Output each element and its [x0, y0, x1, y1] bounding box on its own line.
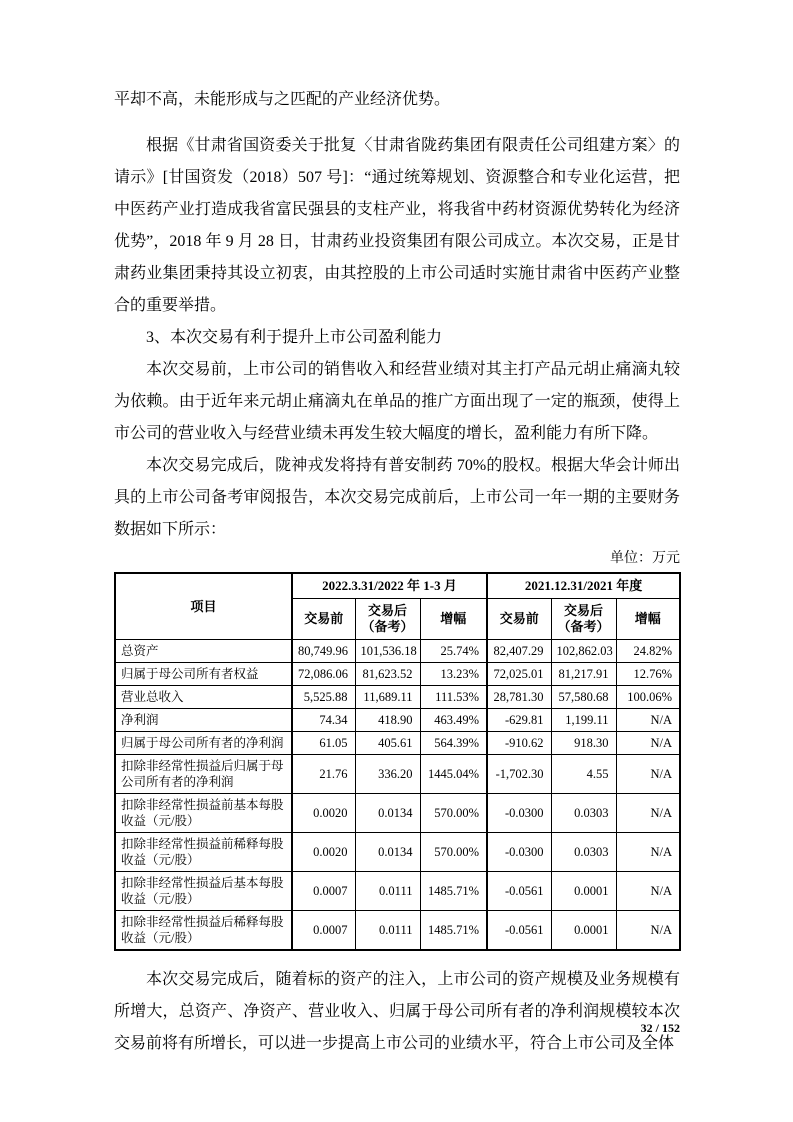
table-cell-item: 归属于母公司所有者的净利润: [115, 732, 292, 755]
table-row: [115, 794, 680, 833]
table-cell-item: 扣除非经常性损益后归属于母公司所有者的净利润: [115, 755, 292, 794]
table-cell: 0.0007: [292, 911, 355, 951]
table-cell: 570.00%: [420, 833, 487, 872]
page-number: 32 / 152: [640, 1021, 680, 1035]
table-row: [115, 640, 680, 663]
table-cell-item: 扣除非经常性损益前基本每股收益（元/股）: [115, 794, 292, 833]
table-cell: 21.76: [292, 755, 355, 794]
table-cell: 101,536.18: [355, 640, 420, 663]
paragraph-post-deal-equity: 本次交易完成后，陇神戎发将持有普安制药 70%的股权。根据大华会计师出具的上市公司备考审阅报告，本次交易完成前后，上市公司一年一期的主要财务数据如下所示：: [114, 457, 680, 538]
table-cell: 0.0001: [551, 911, 616, 951]
table-cell: 61.05: [292, 732, 355, 755]
table-cell: 4.55: [551, 755, 616, 794]
col-header-post-line2: （备考）: [557, 619, 610, 634]
table-cell: 57,580.68: [551, 686, 616, 709]
table-cell: 72,086.06: [292, 663, 355, 686]
table-row: [115, 911, 680, 951]
table-cell: 0.0134: [355, 794, 420, 833]
table-cell-item: 扣除非经常性损益后基本每股收益（元/股）: [115, 872, 292, 911]
table-cell: 25.74%: [420, 640, 487, 663]
table-row: [115, 872, 680, 911]
table-cell: 336.20: [355, 755, 420, 794]
table-cell: 0.0111: [355, 872, 420, 911]
table-cell: 13.23%: [420, 663, 487, 686]
paragraph-pre-deal-reliance: 本次交易前，上市公司的销售收入和经营业绩对其主打产品元胡止痛滴丸较为依赖。由于近年来元胡止痛滴丸在单品的推广方面出现了一定的瓶颈，使得上市公司的营业收入与经营业绩未再发生较大幅度的增长，盈利能力有所下降。: [114, 361, 680, 442]
table-cell: -0.0561: [487, 872, 551, 911]
col-header-pre-2022: 交易前: [292, 599, 355, 640]
table-cell: 1485.71%: [420, 911, 487, 951]
col-header-post-line1: 交易后: [564, 603, 604, 618]
table-cell: 918.30: [551, 732, 616, 755]
section-heading-3: 3、本次交易有利于提升上市公司盈利能力: [146, 329, 443, 346]
table-cell: N/A: [616, 709, 680, 732]
table-cell: 102,862.03: [551, 640, 616, 663]
paragraph-continuation: 平却不高，未能形成与之匹配的产业经济优势。: [114, 91, 451, 108]
table-cell-item: 净利润: [115, 709, 292, 732]
table-row: [115, 732, 680, 755]
paragraph-post-table: 本次交易完成后，随着标的资产的注入，上市公司的资产规模及业务规模有所增大，总资产、净资产、营业收入、归属于母公司所有者的净利润规模较本次交易前将有所增长，可以进一步提高上市公司的业绩水平，符合上市公司及全体: [114, 971, 680, 1052]
table-cell: 100.06%: [616, 686, 680, 709]
financial-data-table: [114, 572, 681, 951]
table-cell: -629.81: [487, 709, 551, 732]
table-cell: 74.34: [292, 709, 355, 732]
table-cell: N/A: [616, 872, 680, 911]
col-header-change-2021: 增幅: [616, 599, 680, 640]
table-row: [115, 709, 680, 732]
table-cell-item: 归属于母公司所有者权益: [115, 663, 292, 686]
table-cell: 1445.04%: [420, 755, 487, 794]
col-header-change-2022: 增幅: [420, 599, 487, 640]
table-cell-item: 扣除非经常性损益后稀释每股收益（元/股）: [115, 911, 292, 951]
table-unit-label: 单位：万元: [610, 551, 680, 566]
table-cell: 0.0007: [292, 872, 355, 911]
table-cell: N/A: [616, 755, 680, 794]
col-header-post-2021: [551, 599, 616, 640]
table-cell: 80,749.96: [292, 640, 355, 663]
table-cell: -1,702.30: [487, 755, 551, 794]
col-header-period-2021: 2021.12.31/2021 年度: [487, 573, 680, 599]
table-row: [115, 833, 680, 872]
table-cell: 5,525.88: [292, 686, 355, 709]
paragraph-gansu-approval: 根据《甘肃省国资委关于批复〈甘肃省陇药集团有限责任公司组建方案〉的请示》[甘国资发（2018）507 号]：“通过统筹规划、资源整合和专业化运营，把中医药产业打造成我省富民强县的支柱产业，将我省中药材资源优势转化为经济优势”，2018 年 9 月 28 日，甘肃药业投资集团有限公司成立。本次交易，正是甘肃药业集团秉持其设立初衷，由其控股的上市公司适时实施甘肃省中医药产业整合的重要举措。: [114, 137, 680, 314]
col-header-post-line1: 交易后: [367, 603, 407, 618]
col-header-item: 项目: [115, 573, 292, 640]
table-cell: N/A: [616, 911, 680, 951]
table-cell: 405.61: [355, 732, 420, 755]
table-cell-item: 营业总收入: [115, 686, 292, 709]
page-content: [114, 84, 680, 1060]
table-row: [115, 663, 680, 686]
table-cell: N/A: [616, 833, 680, 872]
table-cell: 24.82%: [616, 640, 680, 663]
col-header-post-line2: （备考）: [361, 619, 414, 634]
table-cell: -0.0300: [487, 833, 551, 872]
table-cell: 12.76%: [616, 663, 680, 686]
table-cell: 0.0303: [551, 833, 616, 872]
table-cell: -0.0561: [487, 911, 551, 951]
table-cell: 111.53%: [420, 686, 487, 709]
col-header-period-2022: 2022.3.31/2022 年 1-3 月: [292, 573, 487, 599]
table-cell: 81,217.91: [551, 663, 616, 686]
table-cell: 72,025.01: [487, 663, 551, 686]
table-row: [115, 686, 680, 709]
table-cell: 82,407.29: [487, 640, 551, 663]
table-cell: 0.0001: [551, 872, 616, 911]
table-cell: -0.0300: [487, 794, 551, 833]
table-cell: -910.62: [487, 732, 551, 755]
table-cell: 0.0020: [292, 833, 355, 872]
table-cell: 570.00%: [420, 794, 487, 833]
table-cell: N/A: [616, 794, 680, 833]
table-cell: N/A: [616, 732, 680, 755]
table-cell: 463.49%: [420, 709, 487, 732]
table-cell: 0.0303: [551, 794, 616, 833]
table-header-group-row: [115, 573, 680, 599]
table-cell: 11,689.11: [355, 686, 420, 709]
table-cell: 0.0111: [355, 911, 420, 951]
col-header-post-2022: [355, 599, 420, 640]
col-header-pre-2021: 交易前: [487, 599, 551, 640]
table-cell: 1485.71%: [420, 872, 487, 911]
table-cell: 28,781.30: [487, 686, 551, 709]
table-cell: 81,623.52: [355, 663, 420, 686]
table-cell: 564.39%: [420, 732, 487, 755]
table-cell-item: 总资产: [115, 640, 292, 663]
table-row: [115, 755, 680, 794]
table-cell: 1,199.11: [551, 709, 616, 732]
table-cell: 418.90: [355, 709, 420, 732]
table-cell-item: 扣除非经常性损益前稀释每股收益（元/股）: [115, 833, 292, 872]
table-cell: 0.0020: [292, 794, 355, 833]
table-cell: 0.0134: [355, 833, 420, 872]
